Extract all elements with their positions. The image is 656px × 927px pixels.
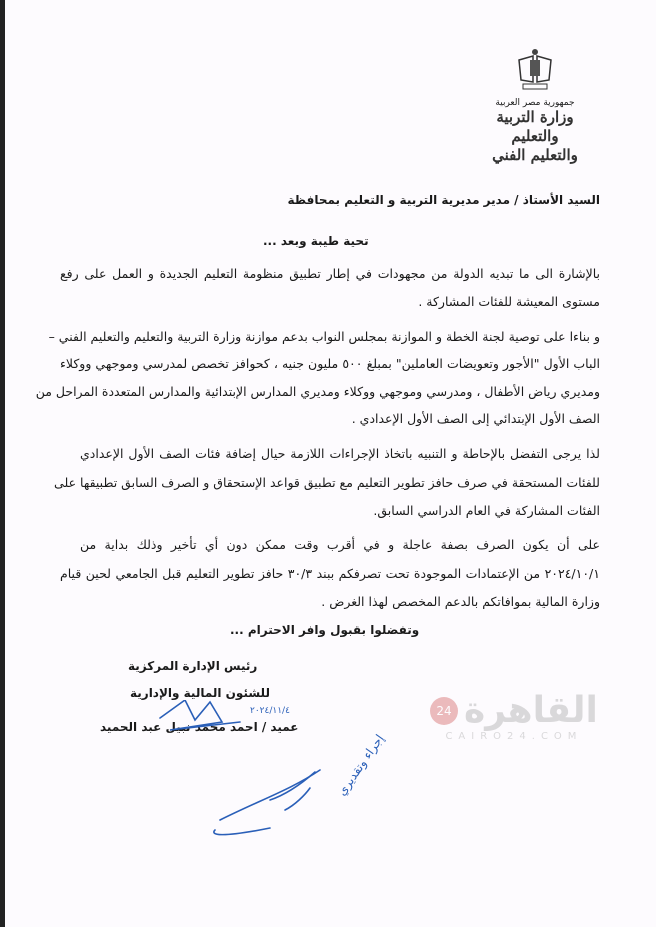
paragraph-line: ومديري رياض الأطفال ، ومدرسي وموجهي ووكلاء ومديري المدارس الإبتدائية والمدارس المتعددة المراحل من — [35, 384, 600, 399]
handwritten-date: ٢٠٢٤/١١/٤ — [250, 706, 290, 716]
ministry-name: وزارة التربية والتعليم — [496, 108, 574, 145]
country-name: جمهورية مصر العربية — [495, 98, 575, 108]
paragraph-line: للفئات المستحقة في صرف حافز تطوير التعليم مع تطبيق قواعد الإستحقاق و الصرف السابق تطبيقها على — [54, 475, 600, 490]
signatory-name: عميد / احمد محمد نبيل عبد الحميد — [100, 720, 299, 734]
letterhead — [480, 46, 590, 165]
paragraph-line: وزارة المالية بموافاتكم بالدعم المخصص لهذا الغرض . — [321, 594, 600, 609]
handwritten-note: إجراء وتقديري — [334, 731, 387, 799]
ministry-name-2: والتعليم الفني — [492, 146, 578, 164]
paragraph-line: الفئات المشاركة في العام الدراسي السابق. — [373, 503, 600, 518]
paragraph-line: على أن يكون الصرف بصفة عاجلة و في أقرب وقت ممكن دون أي تأخير وذلك بداية من — [80, 537, 600, 552]
watermark-url: CAIRO24.COM — [445, 731, 583, 742]
signatory-department: للشئون المالية والإدارية — [130, 686, 270, 700]
paragraph-line: و بناءا على توصية لجنة الخطة و الموازنة بمجلس النواب بدعم موازنة وزارة التربية والتعليم والتعليم الفني – — [48, 329, 600, 344]
paragraph-line: لذا يرجى التفضل بالإحاطة و التنبيه باتخاذ الإجراءات اللازمة حيال إضافة فئات الصف الأول الإعدادي — [80, 446, 600, 461]
eagle-emblem-icon — [515, 46, 555, 92]
handwritten-signature-icon — [110, 700, 410, 850]
paragraph-line: الصف الأول الإبتدائي إلى الصف الأول الإعدادي . — [351, 411, 600, 426]
paragraph-line: الباب الأول "الأجور وتعويضات العاملين" بمبلغ ٥٠٠ مليون جنيه ، كحوافز تخصص لمدرسي وموجهي ووكلاء — [60, 356, 601, 371]
scan-edge — [0, 0, 5, 927]
paragraph-line: بالإشارة الى ما تبديه الدولة من مجهودات في إطار تطبيق منظومة التعليم الجديدة و العمل على رفع — [60, 266, 600, 281]
watermark — [430, 690, 598, 742]
paragraph-line: ٢٠٢٤/١٠/١ من الإعتمادات الموجودة تحت تصرفكم ببند ٣٠/٣ حافز تطوير التعليم قبل الجامعي لحين قيام — [60, 566, 600, 581]
watermark-badge: 24 — [430, 697, 458, 725]
paragraph-line: مستوى المعيشة للفئات المشاركة . — [418, 294, 600, 309]
greeting: تحية طيبة وبعد ... — [263, 234, 369, 248]
addressee: السيد الأستاذ / مدير مديرية التربية و التعليم بمحافظة — [287, 193, 600, 207]
signatory-title: رئيس الإدارة المركزية — [128, 659, 258, 673]
closing: وتفضلوا بقبول وافر الاحترام ... — [230, 623, 420, 637]
watermark-text: القاهرة — [464, 690, 598, 731]
